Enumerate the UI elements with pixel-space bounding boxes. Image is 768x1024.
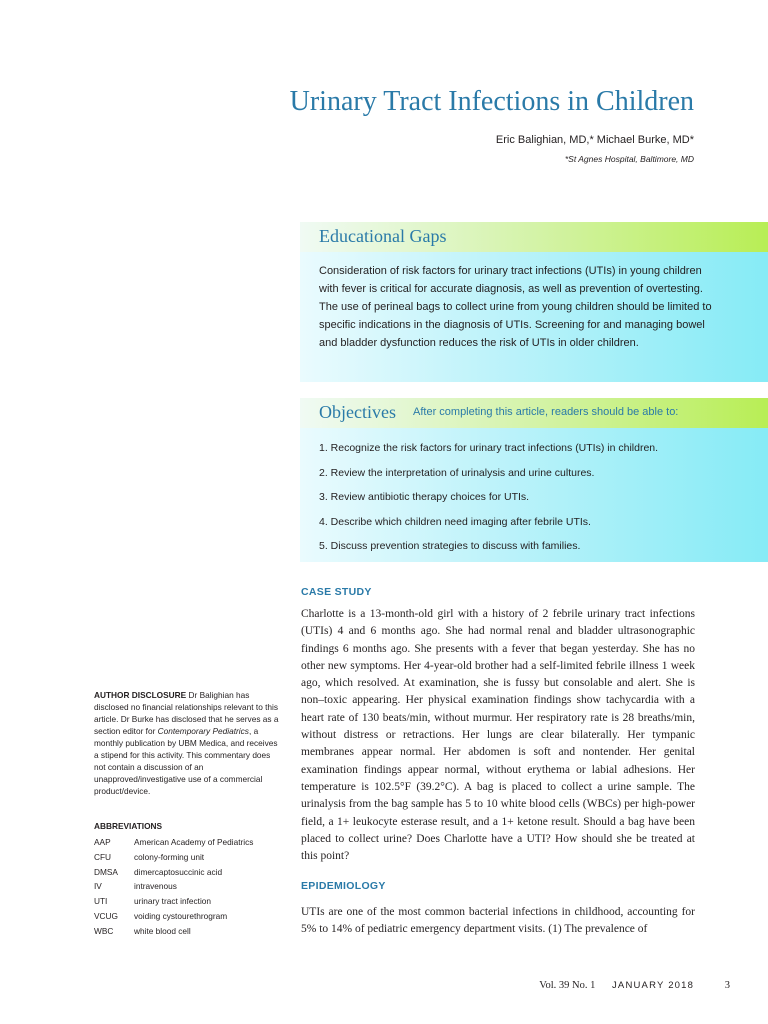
objectives-box (300, 398, 768, 562)
objective-item: 1. Recognize the risk factors for urinary tract infections (UTIs) in children. (319, 442, 659, 454)
objectives-list (319, 436, 749, 559)
abbreviation: WBC (94, 925, 114, 936)
epidemiology-heading: EPIDEMIOLOGY (301, 880, 386, 892)
abbreviation: DMSA (94, 866, 118, 877)
educational-gaps-heading: Educational Gaps (319, 226, 447, 246)
page-number: 3 (724, 980, 730, 991)
disclosure-label: AUTHOR DISCLOSURE (94, 690, 187, 700)
issue-date: JANUARY 2018 (611, 980, 695, 991)
epidemiology-text: UTIs are one of the most common bacterial infections in childhood, accounting for 5% to 14% of pediatric emergency department visits. (1) The prevalence of (301, 906, 695, 936)
author-disclosure (94, 689, 282, 797)
journal-issue: Vol. 39 No. 1 (539, 980, 596, 991)
abbreviations-table (94, 837, 284, 941)
objectives-heading: Objectives (319, 402, 396, 422)
abbreviation-row (94, 911, 284, 926)
abbreviation-term: white blood cell (134, 925, 191, 936)
abbreviation: CFU (94, 851, 112, 862)
objective-item: 5. Discuss prevention strategies to discuss with families. (319, 540, 581, 552)
abbreviation-row (94, 867, 284, 882)
abbreviation: AAP (94, 837, 111, 847)
abbreviation-term: intravenous (134, 881, 177, 892)
abbreviation-row (94, 837, 284, 852)
abbreviation: IV (94, 881, 102, 892)
case-study-heading: CASE STUDY (301, 586, 372, 598)
educational-gaps-box (300, 222, 768, 382)
abbreviation-term: dimercaptosuccinic acid (134, 866, 223, 877)
objectives-header (300, 398, 768, 428)
case-study-text: Charlotte is a 13-month-old girl with a history of 2 febrile urinary tract infections (UTIs) 4 and 6 months ago. She had normal renal and bladder ultrasonographic findings 6 months ago. She presents with a fever that began yesterday. She has no other new symptoms. Her 4-year-old brother had a self-limited febrile illness 1 week ago, which resolved. At examination, she is fussy but consolable and alert. She is non–toxic appearing. Her physical examination findings show tachycardia with a heart rate of 130 beats/min, without murmur. Her respiratory rate is 28 breaths/min, without distress or retractions. Her lungs are clear bilaterally. Her tympanic membranes appear normal. Her abdomen is soft and nontender. Her genital examination findings appear normal, without erythema or labial adhesions. Her temperature is 102.5°F (39.2°C). A bag is placed to collect a urine sample. The urinalysis from the bag sample has 5 to 10 white blood cells (WBCs) per high-power field, a 1+ leukocyte esterase result, and a 1+ ketone result. Should a bag have been placed to collect urine? Does Charlotte have a UTI? How should she be treated at this point? (301, 608, 695, 863)
abbreviation-row (94, 896, 284, 911)
abbreviation-row (94, 852, 284, 867)
abbreviation-row (94, 881, 284, 896)
abbreviations-heading: ABBREVIATIONS (94, 821, 163, 831)
educational-gaps-header (300, 222, 768, 252)
abbreviation-term: voiding cystourethrogram (134, 910, 228, 921)
abbreviation-term: American Academy of Pediatrics (134, 837, 254, 847)
disclosure-text-2: , a monthly publication by UBM Medica, and receives a stipend for this activity. This commentary does not contain a discussion of an unapproved/investigative use of a commercial product/device. (94, 726, 278, 796)
objectives-subheading: After completing this article, readers should be able to: (413, 406, 679, 418)
objective-item: 2. Review the interpretation of urinalysis and urine cultures. (319, 466, 595, 479)
disclosure-journal: Contemporary Pediatrics (157, 726, 249, 736)
article-authors: Eric Balighian, MD,* Michael Burke, MD* (495, 134, 694, 146)
abbreviation-term: colony-forming unit (134, 851, 205, 862)
abbreviation: UTI (94, 896, 108, 907)
article-title: Urinary Tract Infections in Children (289, 86, 694, 117)
objective-item: 3. Review antibiotic therapy choices for UTIs. (319, 491, 530, 503)
author-affiliation: *St Agnes Hospital, Baltimore, MD (564, 154, 694, 164)
abbreviation-row (94, 926, 284, 941)
disclosure-text-1: Dr Balighian has disclosed no financial relationships relevant to this article. Dr Burke has disclosed that he serves as a section editor for (94, 690, 279, 736)
abbreviation: VCUG (94, 910, 118, 921)
page-footer (539, 980, 730, 991)
objective-item: 4. Describe which children need imaging after febrile UTIs. (319, 515, 591, 528)
abbreviation-term: urinary tract infection (134, 896, 212, 907)
educational-gaps-text: Consideration of risk factors for urinary tract infections (UTIs) in young children with fever is critical for accurate diagnosis, as well as prevention of overtesting. The use of perineal bags to collect urine from young children should be limited to specific indications in the diagnosis of UTIs. Screening for and managing bowel and bladder dysfunction reduces the risk of UTIs in older children. (319, 265, 712, 349)
